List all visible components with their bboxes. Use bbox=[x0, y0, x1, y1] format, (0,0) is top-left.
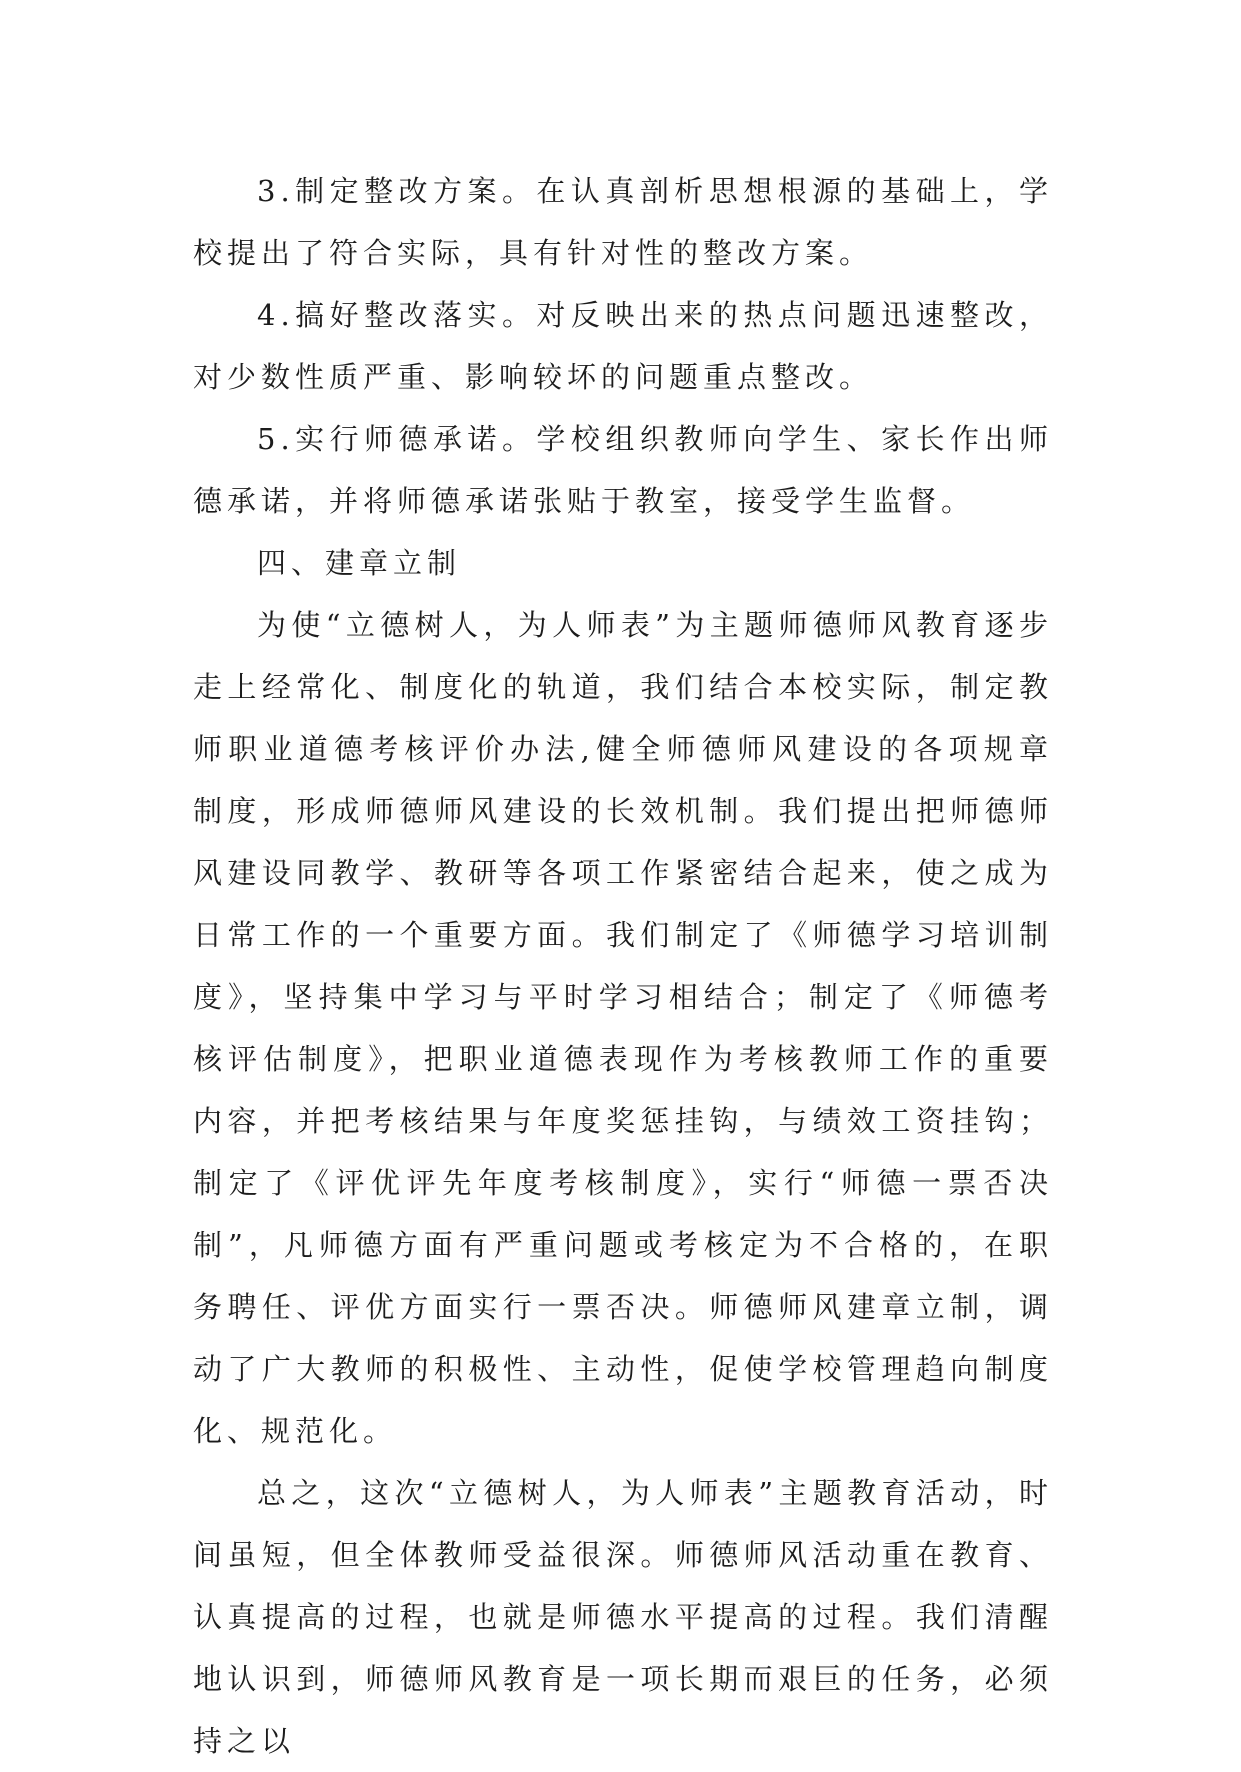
paragraph-step-5: 5.实行师德承诺。学校组织教师向学生、家长作出师德承诺，并将师德承诺张贴于教室，接受学生监督。 bbox=[193, 422, 1053, 518]
paragraph-rules: 为使“立德树人，为人师表”为主题师德师风教育逐步走上经常化、制度化的轨道，我们结合本校实际，制定教师职业道德考核评价办法,健全师德师风建设的各项规章制度，形成师德师风建设的长效机制。我们提出把师德师风建设同教学、教研等各项工作紧密结合起来，使之成为日常工作的一个重要方面。我们制定了《师德学习培训制度》，坚持集中学习与平时学习相结合；制定了《师德考核评估制度》，把职业道德表现作为考核教师工作的重要内容，并把考核结果与年度奖惩挂钩，与绩效工资挂钩；制定了《评优评先年度考核制度》，实行“师德一票否决制”，凡师德方面有严重问题或考核定为不合格的，在职务聘任、评优方面实行一票否决。师德师风建章立制，调动了广大教师的积极性、主动性，促使学校管理趋向制度化、规范化。 bbox=[193, 608, 1053, 1448]
section-heading-four: 四、建章立制 bbox=[257, 546, 462, 580]
paragraph-step-3: 3.制定整改方案。在认真剖析思想根源的基础上，学校提出了符合实际，具有针对性的整改方案。 bbox=[193, 174, 1053, 270]
paragraph-step-4: 4.搞好整改落实。对反映出来的热点问题迅速整改，对少数性质严重、影响较坏的问题重点整改。 bbox=[193, 298, 1053, 394]
document-body bbox=[193, 160, 1053, 1772]
paragraph-summary: 总之，这次“立德树人，为人师表”主题教育活动，时间虽短，但全体教师受益很深。师德师风活动重在教育、认真提高的过程，也就是师德水平提高的过程。我们清醒地认识到，师德师风教育是一项长期而艰巨的任务，必须持之以 bbox=[193, 1476, 1053, 1758]
